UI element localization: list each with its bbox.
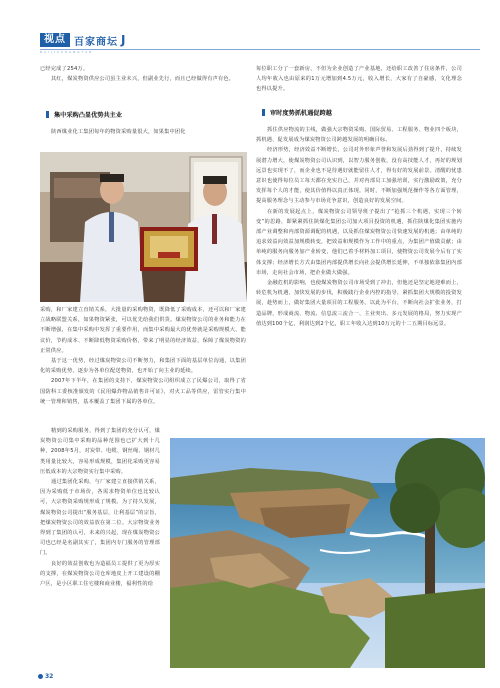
heading-2	[262, 108, 332, 117]
section-title: 百家商坛	[74, 36, 118, 48]
paragraph: 金融危机的影响，也使煤炭物资公司市场受到了冲击，但他还是坚定地迎难而上，转危机为机遇，加快发展的步伐，积极践行企业内控的指导，紧抓集团大规模的投资发展，趁势而上，做好集团大量项目的工程服务。以此为平台，不断向社会扩张业务，打造品牌，形成商流、物流、信息流三流合一、主业突出、多元发展的格局，努力实现产值达到100个亿，利润达到2个亿，职工年收入达到10万元的十二五期目标远景。	[256, 280, 462, 327]
paragraph: 每位职工分了一套新房，不但为企业创造了产业基地，还给职工改善了住房条件，公司人均年收入也由原来的1万元增加到4.5万元，收入增长，大家有了自豪感，文化理念也得以提升。	[256, 66, 462, 93]
paragraph: 其红，煤炭物资供应公司虽主业未兴，但副业先行，而且已经做得有声有色。	[51, 76, 235, 83]
right-body-text	[256, 125, 462, 329]
award-photo-image	[40, 152, 247, 302]
page-number	[38, 673, 53, 680]
paragraph: 抓住供应物流的主线，做强大宗物资采购、国际贸易、工程服务、物业四个板块，抓机遇、促发展成为煤炭物资公司跨越发展的明确目标。	[256, 127, 462, 144]
paragraph: 良好的效益创收也为造福员工提供了更为厚实的支撑，在煤炭物资公司仓库地皮上开工建设的棚户区，是小区职工住宅楼和商业楼，福利性的给	[40, 560, 160, 588]
heading-text: 集中采购凸显优势共主业	[54, 112, 123, 119]
left-intro-text	[40, 127, 246, 137]
paragraph: 2007年下半年，在集团的支持下，煤炭物资公司组织成立了民爆公司，取得了省国防科工委核准颁发的《民用爆炸物品销售许可证》，对火工品等供应，雷管实行集中统一管理和销售，基本覆盖了集团下属的各单位。	[40, 378, 246, 405]
page-number-text: 32	[45, 673, 54, 680]
paragraph: 通过集团化采购，与厂家建立直接供销关系，因为采购低于市场价，各需求物资单位也比较认可，大宗物资采购规形成了规模。为了持久发展，煤炭物资公司提出“服务基层，让利基层”的宗旨，把煤炭物资公司的效益放在第二位。大宗物资业务得到了集团的认可，未来的兴起，现在煤炭物资公司也已经是名副其实了，集团内专门服务的管理部门。	[40, 479, 160, 557]
section-header	[40, 33, 125, 47]
coastal-photo	[170, 438, 485, 668]
paragraph: 在新的发展起点上，煤炭物资公司领导班子提出了“抢抓三个机遇，实现三个转变”的思路，即紧紧抓住陕煤化集团公司加大项目投资的机遇，抓住陕煤化集团实施内部产业调整和内部资源调配的机遇，以及抓住煤炭物资公司快速发展的机遇；由单纯的追求效益向效益加规模转变，把效益和规模作为工作中的重点，为集团产值做贡献；由单纯的服务向服务加产业转变，他们已着手材料加工项目，使物资公司发展今后有了实体支撑；经济增长方式由集团内部提供增长向社会提供增长延伸，不单独依靠集团内部市场，走向社会市场，把企业做大做强。	[256, 208, 462, 276]
right-top-text	[256, 64, 462, 95]
left-narrow-text	[40, 426, 160, 589]
section-subtitle: BAIJIASHANGTAN	[40, 50, 94, 54]
left-top-text	[40, 64, 246, 84]
left-body-text	[40, 305, 246, 407]
section-mark: J	[121, 33, 126, 47]
paragraph: 采购，和厂家建立直销关系，大批量的采购物资，既降低了采购成本，还可以和厂家建立战略联盟关系，如果物资紧张，可以优先给我们供货。煤炭物资公司的业务和能力在不断增强，在集中采购中发挥了重要作用，而集中采购最大的优势就是采购规模大、能议价，节约成本、不断降低物资采购价格，带来了明显的经济效益，保障了煤炭物资的正常供应。	[40, 307, 246, 354]
section-badge: 视点	[40, 33, 70, 47]
heading-1	[46, 110, 122, 119]
header-rule	[40, 49, 480, 50]
award-photo	[40, 152, 247, 302]
heading-marker	[46, 111, 49, 118]
heading-text: 审时度势抓机遇促跨越	[270, 110, 332, 117]
paragraph: 已经完成了254万。	[40, 66, 89, 72]
coastal-photo-image	[170, 438, 485, 668]
paragraph: 陕西煤业化工集团每年的物资采购量很大，如果集中团化	[51, 129, 186, 135]
page-number-dot	[38, 674, 43, 679]
paragraph: 基于这一优势，经过煤炭物资公司不断努力，和集团下面的基层单位沟通，以集团化的采购优势，逐步为各单位配送物资，也开始了向主业的延续。	[40, 358, 246, 375]
heading-marker	[262, 109, 265, 116]
paragraph: 经济形势，经济效益不断增长，公司对外形象声誉和发展后劲得到了提升，持续发展潜力增大，使煤炭物资公司认识到，以智力服务创收，没有高技能人才，再好的规划远景也实现不了，而企业也不是待遇好就能留住人才，得有好的发展前景。清醒的忧患意识也使得每位员工每天都在充实自己，并对内部员工加强培训，实行激励政策，充分发挥每个人的才能，使其价值得以真正体现。同时，不断加强规范操作等各方面管理，提高服务理念与主动参与市场竞争意识，创造良好的发展空间。	[256, 147, 462, 205]
paragraph: 精到的采购服务，得到了集团的充分认可，煤炭物资公司集中采购的品种范围也已扩大到十几种，2008年5月，对炭带、电缆、钢丝绳、钢材几类用量比较大，容易形成规模，集团化采购更容易压低成本的大宗物资实行集中采购。	[40, 428, 160, 475]
